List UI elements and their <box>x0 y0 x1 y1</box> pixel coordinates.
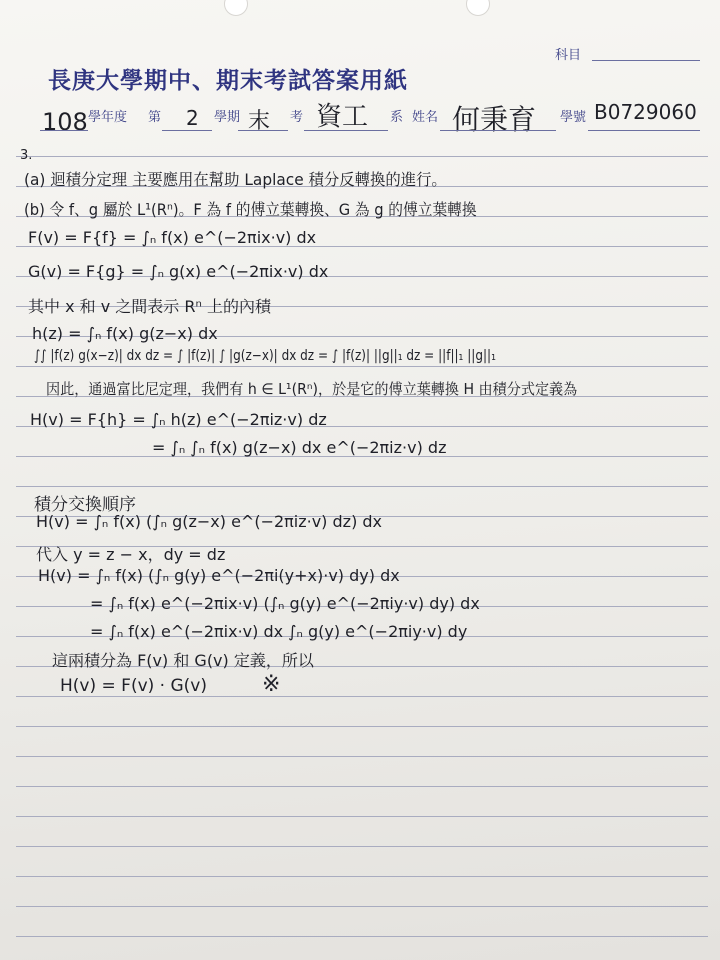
ruled-line <box>16 876 708 877</box>
field-line <box>304 130 388 131</box>
ruled-line <box>16 816 708 817</box>
field-line <box>162 130 212 131</box>
answer-line: H(v) = ∫ₙ f(x) (∫ₙ g(z−x) e^(−2πiz·v) dz) dx <box>36 512 383 531</box>
field-line <box>40 130 88 131</box>
ruled-line <box>16 906 708 907</box>
ruled-line <box>16 156 708 157</box>
answer-line: ∫∫ |f(z) g(x−z)| dx dz = ∫ |f(z)| ∫ |g(z−x)| dx dz = ∫ |f(z)| ||g||₁ dz = ||f||₁ ||g||₁ <box>34 348 496 364</box>
ruled-line <box>16 936 708 937</box>
answer-line: (a) 迴積分定理 主要應用在幫助 Laplace 積分反轉換的進行。 <box>24 170 447 189</box>
year-value: 108 <box>42 108 88 136</box>
answer-line: (b) 令 f、g 屬於 L¹(Rⁿ)。F 為 f 的傅立葉轉換、G 為 g 的傅立葉轉換 <box>24 200 477 219</box>
form-title: 長庚大學期中、期末考試答案用紙 <box>48 67 408 94</box>
exam-label: 考 <box>290 110 304 125</box>
semester-prefix: 第 <box>148 110 162 125</box>
answer-line: 其中 x 和 v 之間表示 Rⁿ 上的內積 <box>28 297 271 316</box>
answer-line: F(v) = F{f} = ∫ₙ f(x) e^(−2πix·v) dx <box>28 228 317 247</box>
field-line <box>440 130 556 131</box>
answer-line: h(z) = ∫ₙ f(x) g(z−x) dx <box>32 324 218 343</box>
ruled-line <box>16 486 708 487</box>
answer-line: H(v) = ∫ₙ f(x) (∫ₙ g(y) e^(−2πi(y+x)·v) dy) dx <box>38 566 400 585</box>
answer-line: 這兩積分為 F(v) 和 G(v) 定義，所以 <box>52 651 314 670</box>
subject-label: 科目 <box>555 48 582 63</box>
answer-line: = ∫ₙ f(x) e^(−2πix·v) dx ∫ₙ g(y) e^(−2πiy·v) dy <box>90 622 468 641</box>
semester-label: 學期 <box>214 110 241 125</box>
answer-line: 因此，通過富比尼定理，我們有 h ∈ L¹(Rⁿ)，於是它的傅立葉轉換 H 由積分式定義為 <box>46 380 578 398</box>
semester-value: 2 <box>186 106 199 130</box>
field-line <box>238 130 288 131</box>
answer-line: = ∫ₙ f(x) e^(−2πix·v) (∫ₙ g(y) e^(−2πiy·v) dy) dx <box>90 594 480 613</box>
answer-line: = ∫ₙ ∫ₙ f(x) g(z−x) dx e^(−2πiz·v) dz <box>152 438 447 457</box>
ruled-line <box>16 846 708 847</box>
ruled-line <box>16 756 708 757</box>
answer-line: H(v) = F(v) · G(v) <box>60 676 207 696</box>
ruled-line <box>16 786 708 787</box>
ruled-line <box>16 696 708 697</box>
name-value: 何秉育 <box>452 103 537 136</box>
answer-line: H(v) = F{h} = ∫ₙ h(z) e^(−2πiz·v) dz <box>30 410 327 429</box>
student-id-label: 學號 <box>560 110 587 125</box>
year-label: 學年度 <box>88 110 128 125</box>
end-mark: ※ <box>262 672 281 697</box>
department-label: 系 <box>390 110 404 125</box>
punch-hole <box>224 0 248 16</box>
department-value: 資工 <box>316 102 369 132</box>
field-line <box>588 130 700 131</box>
punch-hole <box>466 0 490 16</box>
answer-line: 代入 y = z − x，dy = dz <box>36 545 226 564</box>
name-label: 姓名 <box>412 110 439 125</box>
ruled-line <box>16 726 708 727</box>
question-number: 3. <box>20 148 33 163</box>
answer-line: G(v) = F{g} = ∫ₙ g(x) e^(−2πix·v) dx <box>28 262 329 281</box>
ruled-line <box>16 366 708 367</box>
subject-field-line <box>592 60 700 61</box>
exam-type-value: 末 <box>248 109 271 134</box>
student-id-value: B0729060 <box>594 100 697 124</box>
answer-line: 積分交換順序 <box>34 495 136 515</box>
